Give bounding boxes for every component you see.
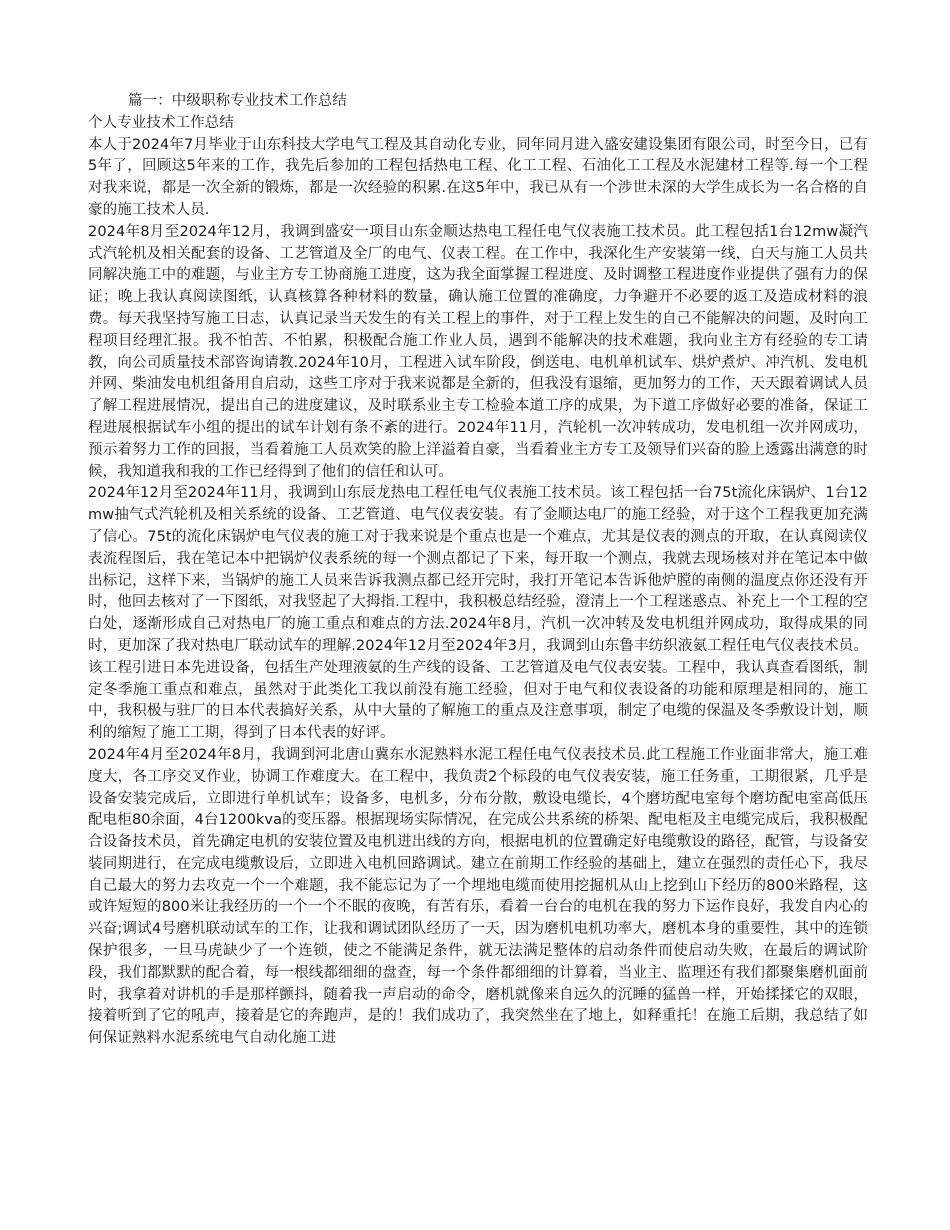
document-heading: 篇一：中级职称专业技术工作总结 [128,93,347,109]
document-subheading: 个人专业技术工作总结 [88,114,234,131]
paragraph-jinshunda: 2024年8月至2024年12月，我调到盛安一项目山东金顺达热电工程任电气仪表施工技术员。此工程包括1台12mw凝汽式汽轮机及相关配套的设备、工艺管道及全厂的电气、仪表工程。在工作中，我深化生产安装第一线，白天与施工人员共同解决施工中的难题，与业主方专工协商施工进度，这为我全面掌握工程进度、及时调整工程进度作业提供了强有力的保证；晚上我认真阅读图纸，认真核算各种材料的数量，确认施工位置的准确度，力争避开不必要的返工及造成材料的浪费。每天我坚持写施工日志，认真记录当天发生的有关工程上的事件，对于工程上发生的自己不能解决的问题，及时向工程项目经理汇报。我不怕苦、不怕累，积极配合施工作业人员，遇到不能解决的技术难题，我向业主方有经验的专工请教，向公司质量技术部咨询请教.2024年10月，工程进入试车阶段，倒送电、电机单机试车、烘炉煮炉、冲汽机、发电机并网、柴油发电机组备用自启动，这些工序对于我来说都是全新的，但我没有退缩，更加努力的工作，天天跟着调试人员了解工程进展情况，提出自己的进度建议，及时联系业主专工检验本道工序的成果，为下道工序做好必要的准备，保证工程进展根据试车小组的提出的试车计划有条不紊的进行。2024年11月，汽轮机一次冲转成功，发电机组一次并网成功，预示着努力工作的回报，当看着施工人员欢笑的脸上洋溢着自豪，当看着业主方专工及领导们兴奋的脸上透露出满意的时候，我知道我和我的工作已经得到了他们的信任和认可。 [88,223,868,480]
document-page [88,91,868,1050]
paragraph-jidong: 2024年4月至2024年8月，我调到河北唐山冀东水泥熟料水泥工程任电气仪表技术员.此工程施工作业面非常大，施工难度大，各工序交叉作业，协调工作难度大。在工程中，我负责2个标段的电气仪表安装，施工任务重，工期很紧，几乎是设备安装完成后，立即进行单机试车；设备多，电机多，分布分散，敷设电缆长，4个磨坊配电室每个磨坊配电室高低压配电柜80余面，4台1200kva的变压器。根据现场实际情况，在完成公共系统的桥架、配电柜及主电缆完成后，我积极配合设备技术员，首先确定电机的安装位置及电机进出线的方向，根据电机的位置确定好电缆敷设的路径，配管，与设备安装同期进行，在完成电缆敷设后，立即进入电机回路调试。建立在前期工作经验的基础上，建立在强烈的责任心下，我尽自己最大的努力去攻克一个一个难题，我不能忘记为了一个埋地电缆而使用挖掘机从山上挖到山下经历的800米路程，这或许短短的800米让我经历的一个一个不眠的夜晚，有苦有乐，看着一台台的电机在我的努力下运作良好，我发自内心的兴奋;调试4号磨机联动试车的工作，让我和调试团队经历了一天，因为磨机电机功率大，磨机本身的重要性，其中的连锁保护很多，一旦马虎缺少了一个连锁，使之不能满足条件，就无法满足整体的启动条件而使启动失败，在最后的调试阶段，我们都默默的配合着，每一根线都细细的盘查，每一个条件都细细的计算着，当业主、监理还有我们都聚集磨机面前时，我拿着对讲机的手是那样颤抖，随着我一声启动的命令，磨机就像来自远久的沉睡的猛兽一样，开始揉揉它的双眼，接着听到了它的吼声，接着是它的奔跑声，是的！我们成功了，我突然坐在了地上，如释重托！在施工后期，我总结了如何保证熟料水泥系统电气自动化施工进 [88,746,868,1047]
paragraph-intro: 本人于2024年7月毕业于山东科技大学电气工程及其自动化专业，同年同月进入盛安建设集团有限公司，时至今日，已有5年了，回顾这5年来的工作，我先后参加的工程包括热电工程、化工工程、石油化工工程及水泥建材工程等.每一个工程对我来说，都是一次全新的锻炼，都是一次经验的积累.在这5年中，我已从有一个涉世未深的大学生成长为一名合格的自豪的施工技术人员. [88,136,868,218]
paragraph-chenlong: 2024年12月至2024年11月，我调到山东辰龙热电工程任电气仪表施工技术员。该工程包括一台75t流化床锅炉、1台12mw抽气式汽轮机及相关系统的设备、工艺管道、电气仪表安装。有了金顺达电厂的施工经验，对于这个工程我更加充满了信心。75t的流化床锅炉电气仪表的施工对于我来说是个重点也是一个难点，尤其是仪表的测点的开取，在认真阅读仪表流程图后，我在笔记本中把锅炉仪表系统的每一个测点都记了下来，每开取一个测点，我就去现场核对并在笔记本中做出标记，这样下来，当锅炉的施工人员来告诉我测点都已经开完时，我打开笔记本告诉他炉膛的南侧的温度点你还没有开时，他回去核对了一下图纸，对我竖起了大拇指.工程中，我积极总结经验，澄清上一个工程迷惑点、补充上一个工程的空白处，逐渐形成自己对热电厂的施工重点和难点的方法.2024年8月，汽机一次冲转及发电机组并网成功，取得成果的同时，更加深了我对热电厂联动试车的理解.2024年12月至2024年3月，我调到山东鲁丰纺织液氨工程任电气仪表技术员。该工程引进日本先进设备，包括生产处理液氨的生产线的设备、工艺管道及电气仪表安装。工程中，我认真查看图纸，制定冬季施工重点和难点，虽然对于此类化工我以前没有施工经验，但对于电气和仪表设备的功能和原理是相同的，施工中，我积极与驻厂的日本代表搞好关系，从中大量的了解施工的重点及注意事项，制定了电缆的保温及冬季敷设计划，顺利的缩短了施工工期，得到了日本代表的好评。 [88,485,868,742]
